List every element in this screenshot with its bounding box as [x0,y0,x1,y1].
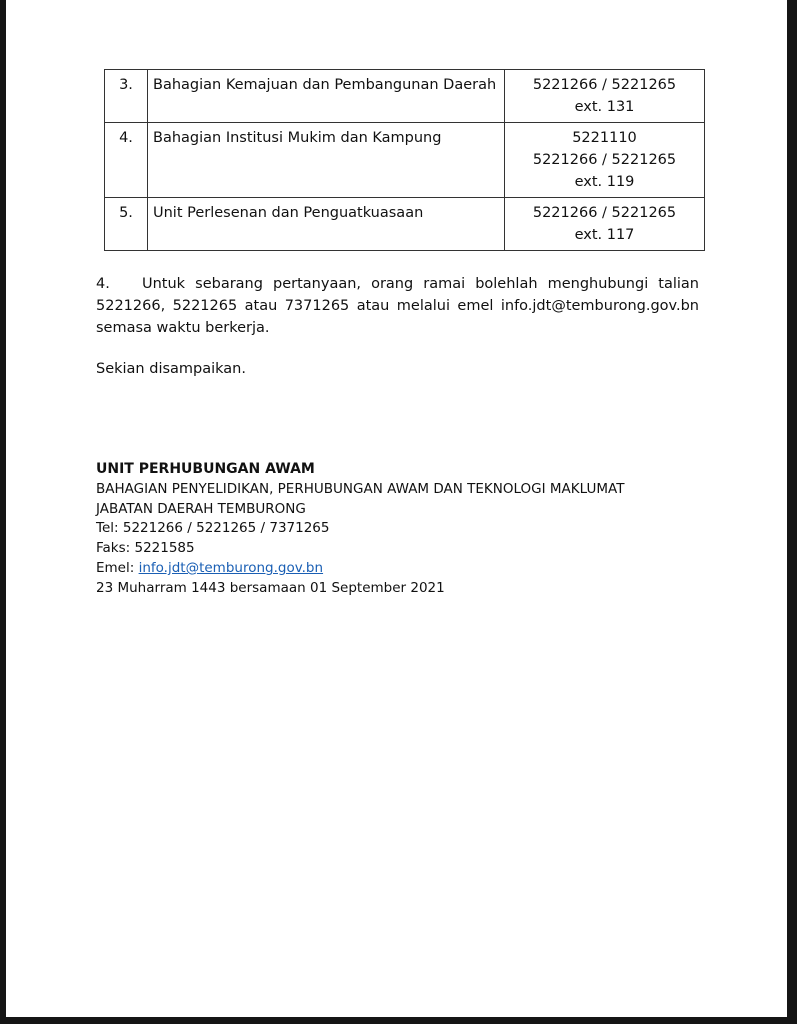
enquiry-paragraph [96,273,699,339]
phone-line: ext. 117 [574,227,635,243]
phone-line: 5221266 / 5221265 [532,77,677,93]
email-link[interactable]: info.jdt@temburong.gov.bn [138,559,324,576]
row-number: 5. [105,198,148,251]
document-page [6,0,787,1017]
unit-name: UNIT PERHUBUNGAN AWAM [96,461,315,477]
table-row [105,198,705,251]
phone-line: 5221266 / 5221265 [532,205,677,221]
table-row [105,70,705,123]
phone-cell [505,70,705,123]
phone-line: 5221266 / 5221265 [532,152,677,168]
email-label: Emel: [96,559,139,576]
department-name: Bahagian Kemajuan dan Pembangunan Daerah [148,70,505,123]
email-line [96,559,696,579]
department-name: Unit Perlesenan dan Penguatkuasaan [148,198,505,251]
phone-line: ext. 119 [574,174,635,190]
phone-line: ext. 131 [574,99,635,115]
phone-cell [505,123,705,198]
division-name: BAHAGIAN PENYELIDIKAN, PERHUBUNGAN AWAM DAN TEKNOLOGI MAKLUMAT [96,480,625,497]
phone-cell [505,198,705,251]
fax-line: Faks: 5221585 [96,540,195,557]
signature-block [96,460,696,599]
row-number: 4. [105,123,148,198]
contact-table [104,69,705,251]
paragraph-text: Untuk sebarang pertanyaan, orang ramai bolehlah menghubungi talian 5221266, 5221265 atau 7371265 atau melalui emel info.jdt@temburong.gov.bn semasa waktu berkerja. [96,276,699,336]
department-name: JABATAN DAERAH TEMBURONG [96,500,306,517]
phone-line: 5221110 [572,130,637,146]
department-name: Bahagian Institusi Mukim dan Kampung [148,123,505,198]
paragraph-number: 4. [96,276,110,292]
date-line: 23 Muharram 1443 bersamaan 01 September 2021 [96,579,445,596]
closing-line: Sekian disampaikan. [96,361,246,377]
row-number: 3. [105,70,148,123]
telephone-line: Tel: 5221266 / 5221265 / 7371265 [96,520,330,537]
table-row [105,123,705,198]
